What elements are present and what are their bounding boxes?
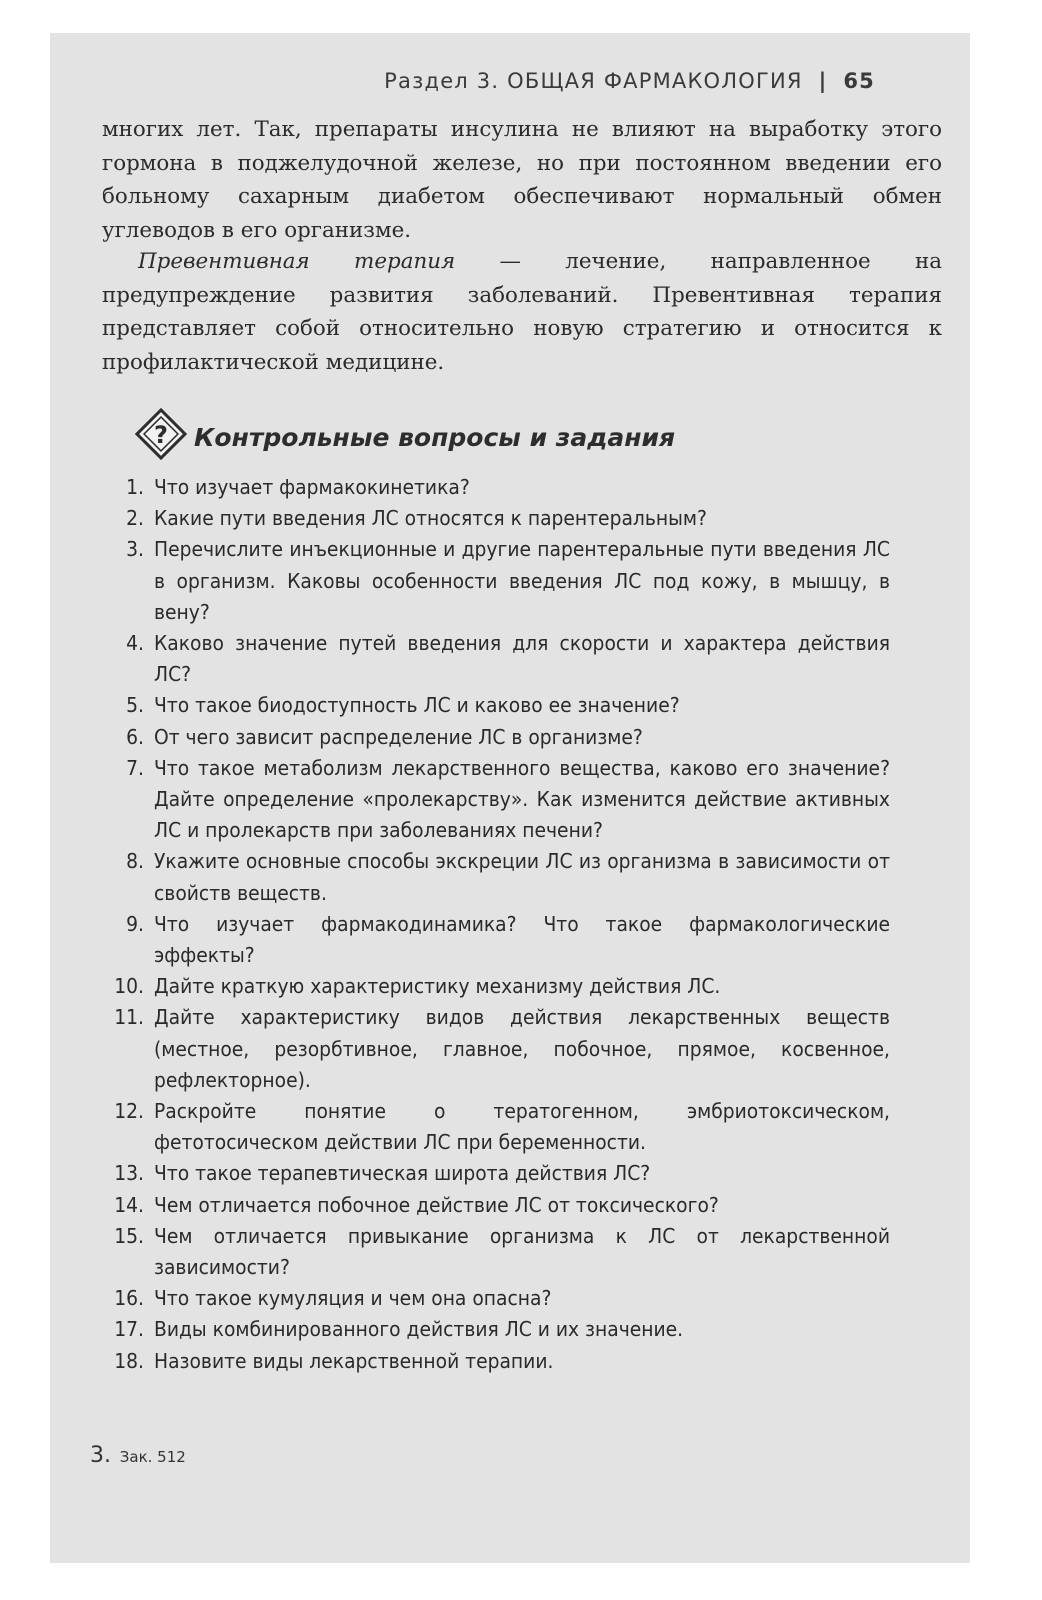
term-preventive-therapy: Превентивная терапия: [138, 249, 456, 274]
questions-list: [90, 472, 890, 1377]
question-number: 3.: [126, 537, 144, 562]
question-number: 2.: [126, 506, 144, 531]
question-item: [90, 909, 890, 971]
question-item: [90, 971, 890, 1002]
question-text: Назовите виды лекарственной терапии.: [154, 1348, 554, 1373]
question-number: 8.: [126, 849, 144, 874]
question-number: 18.: [114, 1348, 144, 1373]
page-number: 65: [843, 69, 875, 93]
question-item: [90, 722, 890, 753]
svg-text:?: ?: [154, 421, 168, 449]
question-text: Что такое метаболизм лекарственного вещества, каково его значение? Дайте определение «пролекарству». Как изменится действие активных ЛС и пролекарств при заболеваниях печени?: [154, 755, 890, 843]
question-number: 17.: [114, 1317, 144, 1342]
question-text: Что изучает фармакодинамика? Что такое фармакологические эффекты?: [154, 911, 890, 968]
question-text: Какие пути введения ЛС относятся к парентеральным?: [154, 506, 707, 531]
footer-sheet-number: 3.: [90, 1443, 111, 1468]
question-item: [90, 534, 890, 628]
paragraph-text: [102, 245, 942, 379]
question-item: [90, 503, 890, 534]
question-number: 1.: [126, 475, 144, 499]
question-text: Что такое биодоступность ЛС и каково ее значение?: [154, 693, 680, 718]
question-item: [90, 472, 890, 503]
question-item: [90, 1283, 890, 1314]
question-text: Перечислите инъекционные и другие парентеральные пути введения ЛС в организм. Каковы особенности введения ЛС под кожу, в мышцу, в вену?: [154, 537, 890, 624]
running-head: [50, 69, 875, 93]
book-page: [50, 33, 970, 1563]
running-head-section: Раздел 3. ОБЩАЯ ФАРМАКОЛОГИЯ: [384, 69, 803, 93]
question-item: [90, 1190, 890, 1221]
question-text: Что такое терапевтическая широта действия ЛС?: [154, 1161, 651, 1186]
question-text: Дайте характеристику видов действия лекарственных веществ (местное, резорбтивное, главное, побочное, прямое, косвенное, рефлекторное).: [154, 1005, 890, 1092]
question-number: 4.: [126, 631, 144, 656]
question-diamond-icon: [130, 403, 192, 465]
question-number: 13.: [114, 1161, 144, 1186]
definition-text: — лечение, направленное на предупреждение развития заболеваний. Превентивная терапия представляет собой относительно новую стратегию и относится к профилактической медицине.: [102, 249, 942, 375]
question-item: [90, 846, 890, 908]
question-item: [90, 1346, 890, 1377]
question-number: 14.: [114, 1192, 144, 1217]
question-text: Раскройте понятие о тератогенном, эмбриотоксическом, фетотосическом действии ЛС при беременности.: [154, 1099, 890, 1155]
question-text: Чем отличается побочное действие ЛС от токсического?: [154, 1192, 719, 1217]
footer-order-number: Зак. 512: [119, 1448, 186, 1466]
question-number: 5.: [126, 693, 144, 718]
question-text: Виды комбинированного действия ЛС и их значение.: [154, 1317, 684, 1342]
question-number: 15.: [114, 1223, 144, 1248]
question-number: 11.: [114, 1005, 144, 1030]
question-item: [90, 628, 890, 690]
question-text: Каково значение путей введения для скорости и характера действия ЛС?: [154, 631, 890, 687]
question-text: От чего зависит распределение ЛС в организме?: [154, 724, 643, 749]
section-header: [130, 403, 830, 473]
question-text: Что изучает фармакокинетика?: [154, 475, 470, 499]
question-item: [90, 1096, 890, 1158]
question-item: [90, 1158, 890, 1189]
question-item: [90, 1314, 890, 1345]
question-text: Укажите основные способы экскреции ЛС из организма в зависимости от свойств веществ.: [154, 849, 890, 905]
question-item: [90, 1221, 890, 1283]
question-text: Чем отличается привыкание организма к ЛС от лекарственной зависимости?: [154, 1223, 890, 1280]
question-item: [90, 1002, 890, 1096]
paragraph-text: многих лет. Так, препараты инсулина не влияют на выработку этого гормона в поджелудочной железе, но при постоянном введении его больному сахарным диабетом обеспечивают нормальный обмен углеводов в его организме.: [102, 117, 942, 243]
question-number: 10.: [114, 974, 144, 999]
question-number: 7.: [126, 755, 144, 780]
question-item: [90, 753, 890, 847]
running-head-separator: |: [818, 69, 828, 93]
paragraph-preventive-therapy: [102, 245, 942, 379]
section-title: Контрольные вопросы и задания: [194, 423, 676, 452]
question-number: 12.: [114, 1099, 144, 1124]
question-number: 6.: [126, 724, 144, 749]
question-number: 16.: [114, 1286, 144, 1311]
question-text: Что такое кумуляция и чем она опасна?: [154, 1286, 552, 1311]
paragraph-continued: [102, 113, 942, 247]
question-text: Дайте краткую характеристику механизму действия ЛС.: [154, 974, 721, 999]
print-footer: [90, 1443, 186, 1468]
question-number: 9.: [126, 911, 144, 936]
question-item: [90, 690, 890, 721]
